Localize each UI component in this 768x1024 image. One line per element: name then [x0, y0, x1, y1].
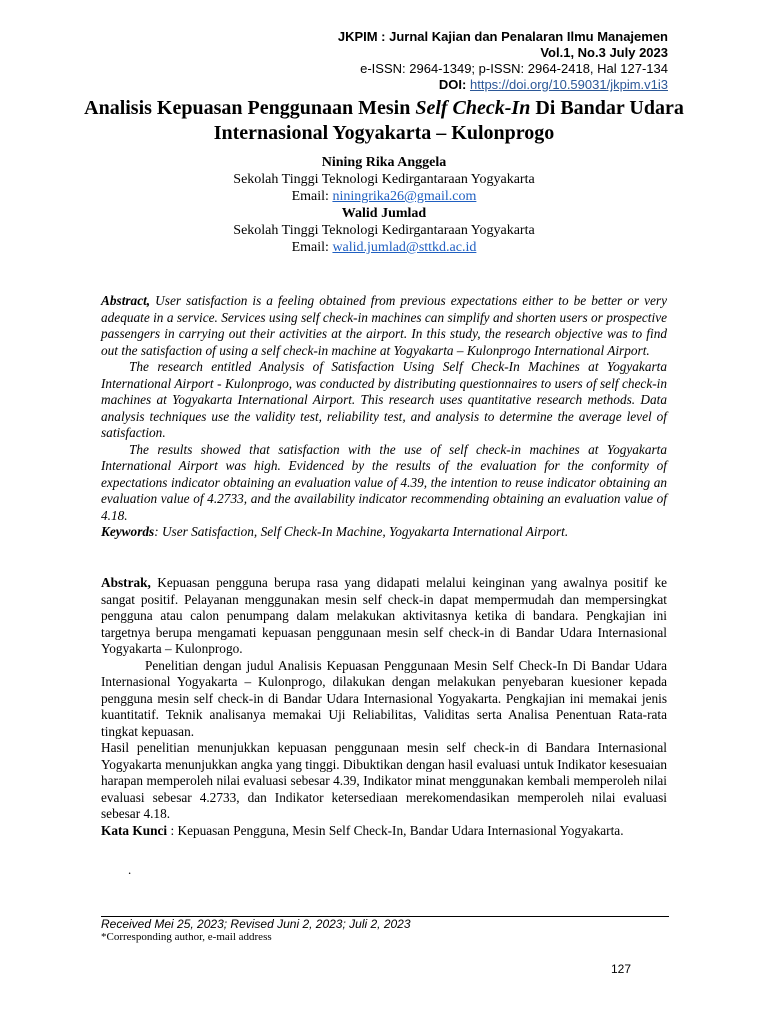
- author-email-line: [0, 239, 768, 256]
- journal-issn: e-ISSN: 2964-1349; p-ISSN: 2964-2418, Hal 127-134: [360, 61, 668, 76]
- author-block: [0, 154, 768, 256]
- author-name: Walid Jumlad: [341, 206, 427, 221]
- doi-label: DOI:: [438, 77, 467, 92]
- title-italic: Self Check-In: [415, 97, 531, 119]
- abstract-english: [101, 293, 667, 541]
- journal-doi: [338, 77, 668, 93]
- page-number: 127: [611, 962, 632, 976]
- author-name: Nining Rika Anggela: [321, 155, 447, 170]
- journal-volume: Vol.1, No.3 July 2023: [540, 45, 668, 60]
- author-email-link[interactable]: walid.jumlad@sttkd.ac.id: [332, 240, 477, 255]
- stray-dot: .: [128, 862, 132, 877]
- keywords-en: [101, 524, 667, 541]
- keywords-en-label: Keywords: [101, 524, 155, 539]
- abstract-id-paragraph: Penelitian dengan judul Analisis Kepuasan Penggunaan Mesin Self Check-In Di Bandar Udara Internasional Yogyakarta – Kulonprogo, dilakukan dengan melakukan penyebaran kuesioner kepada pengguna mesin self check-in di Bandar Udara Internasional Yogyakarta. Pengkajian ini memakai jenis kuantitatif. Teknik analisanya memakai Uji Reliabilitas, Validitas serta Analisa Penentuan Rata-rata tingkat kepuasan.: [101, 657, 667, 739]
- paper-title: [60, 96, 708, 146]
- author-affiliation: Sekolah Tinggi Teknologi Kedirgantaraan Yogyakarta: [233, 172, 535, 187]
- keywords-en-text: : User Satisfaction, Self Check-In Machine, Yogyakarta International Airport.: [154, 524, 569, 539]
- footnote: [101, 918, 411, 944]
- email-label: Email:: [291, 240, 333, 255]
- abstract-en-label: Abstract,: [101, 293, 151, 308]
- received-dates: Received Mei 25, 2023; Revised Juni 2, 2023; Juli 2, 2023: [101, 917, 411, 931]
- abstract-en-paragraph: The results showed that satisfaction with the use of self check-in machines at Yogyakarta International Airport was high. Evidenced by the results of the evaluation for the conformity of expectations indicator obtaining an evaluation value of 4.39, the intention to reuse indicator obtaining an evaluation value of 4.2733, and the availability indicator recommending obtaining an evaluation value of 4.18.: [101, 441, 667, 523]
- title-part2: Di Bandar Udara Internasional Yogyakarta – Kulonprogo: [213, 97, 684, 144]
- journal-header: [338, 29, 668, 93]
- abstract-id-paragraph: Hasil penelitian menunjukkan kepuasan penggunaan mesin self check-in di Bandara Internasional Yogyakarta menunjukkan angka yang tinggi. Dibuktikan dengan hasil evaluasi untuk Indikator kesesuaian harapan memperoleh nilai evaluasi sebesar 4.39, Indikator minat menggunakan kembali memperoleh nilai evaluasi sebesar 4.2733, dan Indikator ketersediaan merekomendasikan memperoleh nilai evaluasi sebesar 4.18.: [101, 740, 667, 821]
- email-label: Email:: [291, 189, 333, 204]
- doi-link[interactable]: https://doi.org/10.59031/jkpim.v1i3: [469, 77, 668, 92]
- abstract-en-paragraph: [101, 293, 667, 359]
- title-part1: Analisis Kepuasan Penggunaan Mesin: [84, 97, 416, 119]
- author-email-link[interactable]: niningrika26@gmail.com: [332, 189, 477, 204]
- abstract-id-text: Kepuasan pengguna berupa rasa yang didapati melalui keinginan yang awalnya positif ke sangat positif. Pelayanan menggunakan mesin self check-in dapat mempermudah dan mempersingkat pengguna atau calon penumpang dalam melakukan aktivitasnya ketika di bandara. Pengkajian ini targetnya berupa mengamati kepuasan penggunaan mesin self check-in di Bandar Udara Internasional Yogyakarta – Kulonprogo.: [101, 575, 667, 656]
- author-email-line: [0, 188, 768, 205]
- keywords-id: [101, 823, 667, 840]
- abstract-id-label: Abstrak,: [101, 575, 151, 590]
- author-affiliation: Sekolah Tinggi Teknologi Kedirgantaraan Yogyakarta: [233, 223, 535, 238]
- abstract-indonesian: [101, 575, 667, 839]
- abstract-en-text: User satisfaction is a feeling obtained from previous expectations either to be better or very adequate in a service. Services using self check-in machines can simplify and shorten users or prospective passengers in carrying out their activities at the airport. In this study, the research objective was to find out the satisfaction of using a self check-in machine at Yogyakarta – Kulonprogo International Airport.: [101, 293, 667, 358]
- corresponding-note: *Corresponding author, e-mail address: [101, 931, 272, 943]
- journal-name: JKPIM : Jurnal Kajian dan Penalaran Ilmu Manajemen: [337, 29, 668, 44]
- abstract-id-paragraph: [101, 575, 667, 658]
- abstract-en-paragraph: The research entitled Analysis of Satisfaction Using Self Check-In Machines at Yogyakarta International Airport - Kulonprogo, was conducted by distributing questionnaires to users of self check-in machines at Yogyakarta International Airport. This research uses quantitative research methods. Data analysis techniques use the validity test, reliability test, and analysis to determine the average level of satisfaction.: [101, 359, 667, 440]
- keywords-id-text: : Kepuasan Pengguna, Mesin Self Check-In, Bandar Udara Internasional Yogyakarta.: [167, 822, 624, 838]
- keywords-id-label: Kata Kunci: [101, 822, 168, 838]
